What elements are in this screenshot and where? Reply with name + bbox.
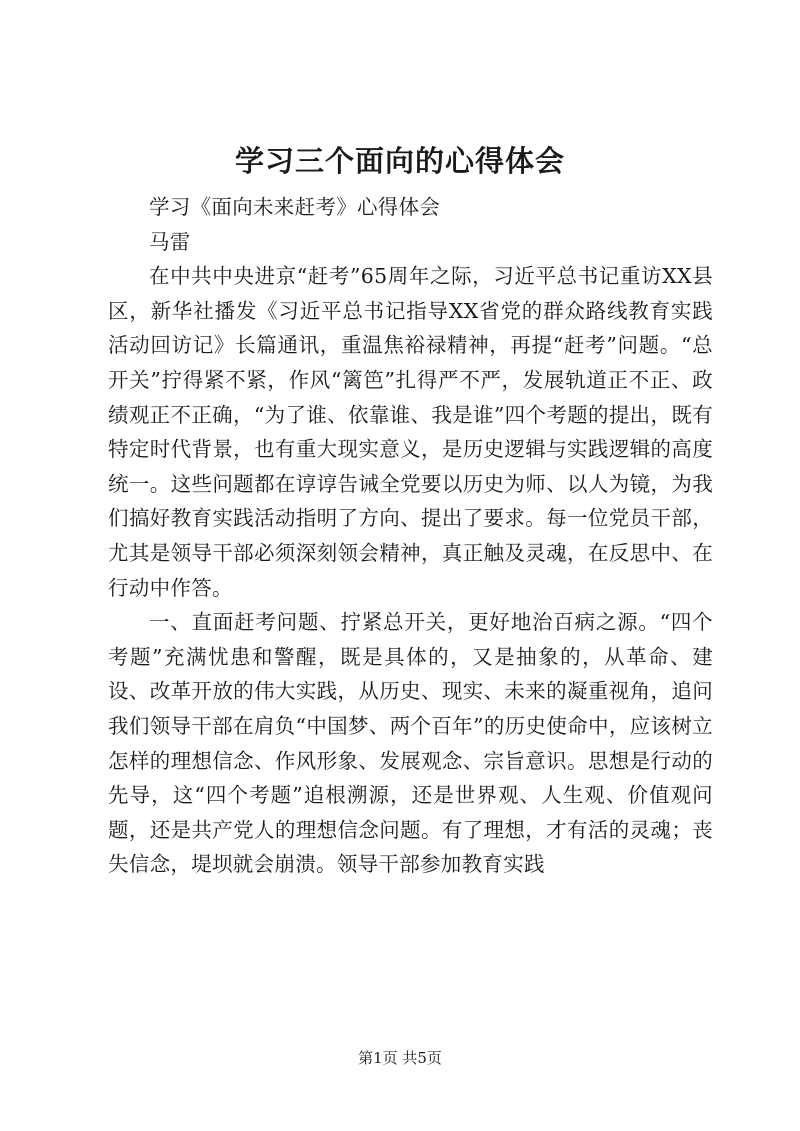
paragraph: 在中共中央进京“赶考”65周年之际，习近平总书记重访XX县区，新华社播发《习近平总书记指导XX省党的群众路线教育实践活动回访记》长篇通讯，重温焦裕禄精神，再提“赶考”问题。“总开关”拧得紧不紧，作风“篱笆”扎得严不严，发展轨道正不正、政绩观正不正确，“为了谁、依靠谁、我是谁”四个考题的提出，既有特定时代背景，也有重大现实意义，是历史逻辑与实践逻辑的高度统一。这些问题都在谆谆告诫全党要以历史为师、以人为镜，为我们搞好教育实践活动指明了方向、提出了要求。每一位党员干部，尤其是领导干部必须深刻领会精神，真正触及灵魂，在反思中、在行动中作答。 bbox=[108, 264, 713, 600]
document-author: 马雷 bbox=[149, 229, 191, 254]
document-body bbox=[108, 190, 713, 882]
paragraph: 一、直面赶考问题、拧紧总开关，更好地治百病之源。“四个考题”充满忧患和警醒，既是具体的，又是抽象的，从革命、建设、改革开放的伟大实践，从历史、现实、未来的凝重视角，追问我们领导干部在肩负“中国梦、两个百年”的历史使命中，应该树立怎样的理想信念、作风形象、发展观念、宗旨意识。思想是行动的先导，这“四个考题”追根溯源，还是世界观、人生观、价值观问题，还是共产党人的理想信念问题。有了理想，才有活的灵魂；丧失信念，堤坝就会崩溃。领导干部参加教育实践 bbox=[108, 610, 713, 877]
document-subtitle: 学习《面向未来赶考》心得体会 bbox=[149, 195, 441, 219]
document-title: 学习三个面向的心得体会 bbox=[234, 144, 565, 178]
page-number: 第1页 共5页 bbox=[358, 1049, 442, 1067]
